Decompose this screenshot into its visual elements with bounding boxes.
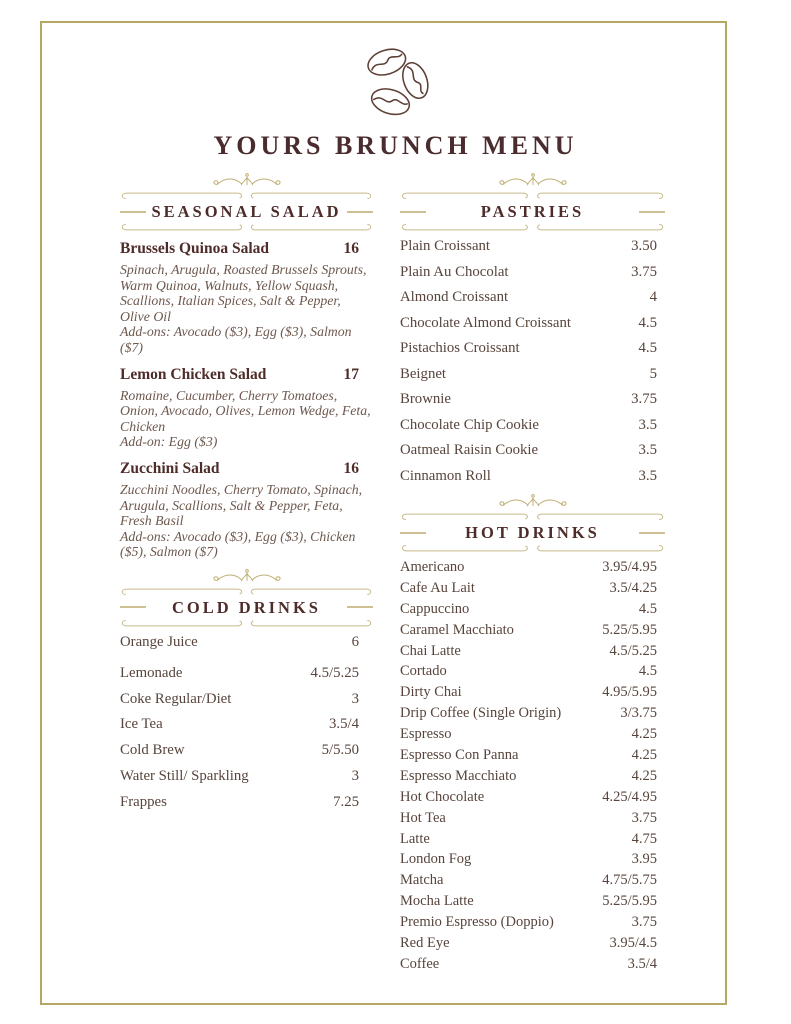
item-price: 5 — [649, 365, 657, 382]
item-price: 5.25/5.95 — [602, 893, 657, 910]
bracket-divider-icon — [120, 586, 373, 595]
item-price: 3.75 — [631, 391, 657, 407]
item-name: Chai Latte — [400, 642, 461, 659]
item-price: 4.5 — [638, 600, 657, 617]
section-items — [120, 233, 373, 560]
menu-item-row — [400, 872, 665, 893]
item-name: Lemonade — [120, 664, 183, 681]
item-addons: Add-on: Egg ($3) — [120, 434, 218, 450]
item-name: Espresso Con Panna — [400, 747, 519, 764]
item-name: Drip Coffee (Single Origin) — [400, 705, 562, 722]
title-left-dash — [400, 532, 426, 534]
item-price: 7.25 — [333, 793, 359, 810]
item-name: Hot Chocolate — [400, 788, 485, 805]
item-price: 3.50 — [631, 238, 657, 254]
item-name: Cold Brew — [120, 742, 185, 759]
item-price: 3 — [351, 690, 359, 707]
item-name: Coke Regular/Diet — [120, 690, 232, 707]
item-description: Zucchini Noodles, Cherry Tomato, Spinach, Arugula, Scallions, Salt & Pepper, Feta, Fresh Basil — [120, 481, 363, 529]
item-price: 3 — [351, 767, 359, 784]
title-right-dash — [639, 532, 665, 534]
item-name: Pistachios Croissant — [400, 340, 520, 356]
item-price: 4.5/5.25 — [609, 642, 657, 659]
bracket-divider-icon — [120, 224, 373, 233]
section-seasonal-salad — [120, 172, 373, 560]
item-name: Caramel Macchiato — [400, 621, 514, 638]
section-pastries — [400, 172, 665, 493]
section-header — [400, 493, 665, 554]
item-price: 3.5/4 — [328, 716, 359, 733]
item-name: Orange Juice — [120, 633, 198, 650]
menu-item-row — [400, 340, 665, 366]
item-price: 4.5 — [638, 663, 657, 680]
item-price: 3.75 — [631, 263, 657, 280]
section-header — [120, 568, 373, 629]
menu-item-row — [400, 956, 665, 977]
item-price: 4.25 — [631, 767, 657, 784]
bracket-divider-icon — [400, 511, 665, 520]
item-name: Cortado — [400, 663, 447, 680]
title-right-dash — [347, 211, 373, 213]
item-price: 3/3.75 — [620, 705, 657, 722]
item-price: 3.95 — [631, 851, 657, 868]
menu-item-row — [120, 364, 373, 386]
item-name: Hot Tea — [400, 809, 446, 826]
item-price: 3.5 — [638, 416, 657, 433]
menu-item-row — [400, 601, 665, 622]
menu-item-row — [120, 458, 373, 480]
menu-item-detailed — [120, 364, 373, 450]
bracket-divider-icon — [400, 224, 665, 233]
menu-item-row — [400, 768, 665, 789]
flourish-divider-icon — [185, 172, 309, 189]
item-name: Ice Tea — [120, 716, 163, 733]
title-right-dash — [639, 211, 665, 213]
menu-item-row — [120, 665, 373, 691]
item-name: Coffee — [400, 955, 440, 972]
item-price: 4.5 — [638, 314, 657, 331]
menu-item-row — [400, 705, 665, 726]
section-header — [120, 172, 373, 233]
item-price: 3.5/4.25 — [609, 579, 657, 596]
section-title-row — [120, 199, 373, 224]
menu-item-row — [400, 315, 665, 341]
item-name: Latte — [400, 830, 430, 847]
item-price: 3.5 — [638, 442, 657, 458]
menu-item-row — [400, 747, 665, 768]
item-name: Espresso Macchiato — [400, 767, 517, 784]
item-price: 3.95/4.95 — [602, 559, 657, 575]
section-cold-drinks — [120, 568, 373, 820]
masthead — [0, 40, 791, 162]
menu-item-row — [400, 391, 665, 417]
section-title-row — [400, 199, 665, 224]
menu-item-row — [400, 238, 665, 264]
title-left-dash — [120, 211, 146, 213]
menu-item-detailed — [120, 458, 373, 560]
menu-item-row — [400, 442, 665, 468]
bracket-divider-icon — [400, 190, 665, 199]
menu-item-row — [400, 893, 665, 914]
bracket-divider-icon — [120, 190, 373, 199]
menu-item-row — [400, 663, 665, 684]
item-price: 4.75 — [631, 830, 657, 847]
item-name: Brownie — [400, 391, 451, 407]
flourish-divider-icon — [185, 568, 309, 585]
menu-item-detailed — [120, 238, 373, 356]
section-title: PASTRIES — [480, 202, 585, 221]
page-title: YOURS BRUNCH MENU — [213, 131, 578, 160]
menu-item-row — [120, 794, 373, 820]
section-title-row — [400, 520, 665, 545]
menu-item-row — [400, 831, 665, 852]
menu-item-row — [120, 768, 373, 794]
section-items — [400, 554, 665, 977]
menu-item-row — [400, 851, 665, 872]
title-left-dash — [400, 211, 426, 213]
item-name: Water Still/ Sparkling — [120, 767, 249, 784]
menu-item-row — [400, 789, 665, 810]
section-title: COLD DRINKS — [172, 597, 321, 617]
section-header — [400, 172, 665, 233]
item-name: Dirty Chai — [400, 684, 462, 701]
section-title-row — [120, 595, 373, 620]
item-name: Premio Espresso (Doppio) — [400, 914, 554, 931]
item-price: 4.25 — [631, 726, 657, 743]
title-right-dash — [347, 606, 373, 608]
menu-item-row — [120, 742, 373, 768]
title-left-dash — [120, 606, 146, 608]
bracket-divider-icon — [120, 620, 373, 629]
item-price: 5.25/5.95 — [602, 621, 657, 638]
item-name: Chocolate Almond Croissant — [400, 314, 571, 331]
menu-item-row — [400, 366, 665, 392]
section-title: HOT DRINKS — [465, 523, 600, 542]
item-price: 3.75 — [631, 914, 657, 931]
menu-item-row — [400, 726, 665, 747]
item-price: 4.25/4.95 — [602, 788, 657, 805]
item-addons: Add-ons: Avocado ($3), Egg ($3), Salmon ($7) — [120, 324, 352, 355]
menu-item-row — [120, 716, 373, 742]
item-price: 17 — [343, 365, 359, 383]
item-name: Almond Croissant — [400, 289, 509, 305]
item-addons: Add-ons: Avocado ($3), Egg ($3), Chicken ($5), Salmon ($7) — [120, 528, 356, 560]
right-column — [400, 172, 665, 977]
item-name: Beignet — [400, 365, 447, 382]
item-name: Cafe Au Lait — [400, 579, 475, 596]
menu-item-row — [400, 468, 665, 494]
item-price: 3.5/4 — [627, 955, 657, 972]
item-name: Americano — [400, 559, 465, 575]
item-price: 3.75 — [631, 809, 657, 826]
item-name: Oatmeal Raisin Cookie — [400, 442, 539, 458]
item-price: 4.95/5.95 — [602, 684, 657, 701]
left-column — [120, 172, 373, 819]
menu-item-row — [400, 914, 665, 935]
menu-item-row — [400, 264, 665, 290]
menu-item-row — [400, 289, 665, 315]
item-price: 16 — [343, 240, 359, 257]
menu-item-row — [120, 238, 373, 260]
menu-item-row — [120, 691, 373, 717]
bracket-divider-icon — [400, 545, 665, 554]
menu-item-row — [400, 935, 665, 956]
item-price: 4 — [649, 289, 657, 305]
menu-item-row — [400, 810, 665, 831]
flourish-divider-icon — [471, 172, 595, 189]
menu-item-row — [400, 684, 665, 705]
section-items — [400, 233, 665, 493]
item-name: Plain Croissant — [400, 238, 491, 254]
item-name: Plain Au Chocolat — [400, 263, 509, 280]
menu-item-row — [400, 417, 665, 443]
item-price: 5/5.50 — [321, 742, 359, 759]
item-price: 16 — [343, 459, 359, 477]
item-name: Cinnamon Roll — [400, 467, 491, 484]
item-price: 4.25 — [631, 747, 657, 764]
menu-item-row — [400, 559, 665, 580]
item-price: 3.5 — [638, 467, 657, 484]
item-price: 4.75/5.75 — [602, 872, 657, 889]
section-hot-drinks — [400, 493, 665, 977]
item-name: Chocolate Chip Cookie — [400, 416, 539, 433]
item-name: Brussels Quinoa Salad — [120, 240, 270, 257]
item-name: Frappes — [120, 793, 167, 810]
item-name: Lemon Chicken Salad — [120, 365, 267, 383]
item-price: 6 — [351, 633, 359, 650]
menu-item-row — [400, 622, 665, 643]
item-name: Cappuccino — [400, 600, 470, 617]
item-price: 4.5/5.25 — [310, 664, 359, 681]
coffee-beans-icon — [350, 40, 442, 121]
item-name: Matcha — [400, 872, 444, 889]
menu-item-row — [120, 634, 373, 660]
section-title: SEASONAL SALAD — [151, 202, 342, 221]
item-description: Spinach, Arugula, Roasted Brussels Sprouts, Warm Quinoa, Walnuts, Yellow Squash, Scallions, Italian Spices, Salt & Pepper, Olive Oil — [120, 262, 367, 324]
item-price: 4.5 — [638, 340, 657, 356]
item-name: Mocha Latte — [400, 893, 474, 910]
item-price: 3.95/4.5 — [609, 935, 657, 952]
item-name: Espresso — [400, 726, 452, 743]
item-description: Romaine, Cucumber, Cherry Tomatoes, Onion, Avocado, Olives, Lemon Wedge, Feta, Chicken — [120, 387, 371, 434]
item-name: Red Eye — [400, 935, 450, 952]
item-name: London Fog — [400, 851, 472, 868]
flourish-divider-icon — [471, 493, 595, 510]
menu-item-row — [400, 643, 665, 664]
section-items — [120, 629, 373, 820]
menu-item-row — [400, 580, 665, 601]
item-name: Zucchini Salad — [120, 459, 220, 477]
